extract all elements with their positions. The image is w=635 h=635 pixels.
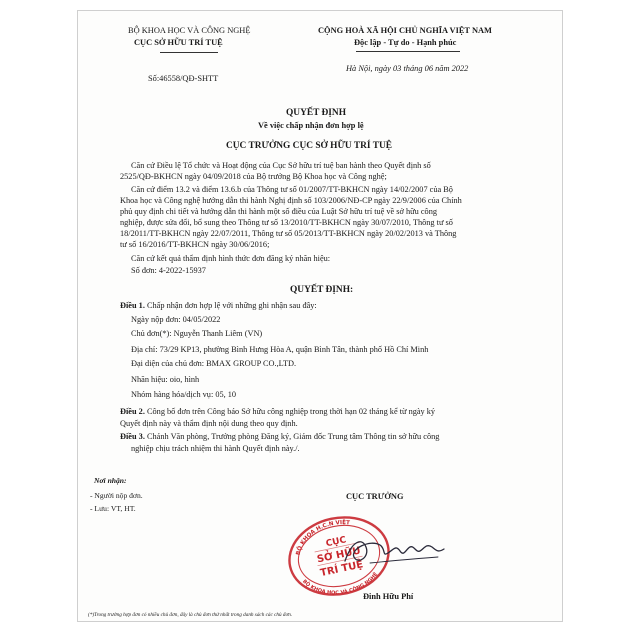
representative: Đại diện của chủ đơn: BMAX GROUP CO.,LTD. <box>131 359 297 368</box>
preamble-p1-line1: Căn cứ Điều lệ Tổ chức và Hoạt động của Cục Sở hữu trí tuệ ban hành theo Quyết định số <box>131 161 431 170</box>
recipient-item-2: - Lưu: VT, HT. <box>90 504 136 513</box>
application-number: Số đơn: 4-2022-15937 <box>131 266 206 275</box>
trademark: Nhãn hiệu: oio, hình <box>131 375 200 384</box>
seal-center-line-1: CỤC <box>325 535 348 550</box>
document-subject: Về việc chấp nhận đơn hợp lệ <box>258 121 364 130</box>
seal-center-line-3: TRÍ TUỆ <box>319 559 365 580</box>
article-3-label: Điều 3. <box>120 432 145 441</box>
article-2-label: Điều 2. <box>120 407 145 416</box>
article-1-text: Chấp nhận đơn hợp lệ với những ghi nhận sau đây: <box>146 301 317 310</box>
article-3-text-1: Chánh Văn phòng, Trưởng phòng Đăng ký, Giám đốc Trung tâm Thông tin sở hữu công <box>146 432 440 441</box>
article-3-line1 <box>120 432 439 443</box>
preamble-p2-line6: tư số 16/2016/TT-BKHCN ngày 30/06/2016; <box>120 240 270 249</box>
signer-title: CỤC TRƯỞNG <box>346 492 404 501</box>
filing-date: Ngày nộp đơn: 04/05/2022 <box>131 315 221 324</box>
place-date: Hà Nội, ngày 03 tháng 06 năm 2022 <box>346 64 469 73</box>
seal-bottom-text: BỘ KHOA HỌC VÀ CÔNG NGHỆ <box>301 571 380 597</box>
agency-name: CỤC SỞ HỮU TRÍ TUỆ <box>134 38 223 47</box>
recipients-label: Nơi nhận: <box>94 476 127 485</box>
applicant: Chủ đơn(*): Nguyễn Thanh Liêm (VN) <box>131 329 263 338</box>
decision-heading: QUYẾT ĐỊNH: <box>290 285 354 295</box>
preamble-p2-line1: Căn cứ điểm 13.2 và điểm 13.6.b của Thông tư số 01/2007/TT-BKHCN ngày 14/02/2007 của Bộ <box>131 185 453 194</box>
document-title: QUYẾT ĐỊNH <box>286 108 346 118</box>
seal-top-text: BỘ KHOA H.C.N VIỆT <box>295 519 351 556</box>
preamble-p3: Căn cứ kết quả thẩm định hình thức đơn đăng ký nhãn hiệu: <box>131 254 331 263</box>
ministry-name: BỘ KHOA HỌC VÀ CÔNG NGHỆ <box>128 26 251 35</box>
nation-name: CỘNG HOÀ XÃ HỘI CHỦ NGHĨA VIỆT NAM <box>318 26 492 35</box>
footnote: (*)Trong trường hợp đơn có nhiều chủ đơn, đây là chủ đơn thứ nhất trong danh sách các chủ đơn. <box>88 612 293 618</box>
decision-document <box>77 10 563 622</box>
recipient-item-1: - Người nộp đơn. <box>90 491 143 500</box>
agency-underline <box>160 52 218 53</box>
signer-name: Đinh Hữu Phí <box>363 592 414 601</box>
article-2-line2: Quyết định này và thẩm định nội dung theo quy định. <box>120 419 298 428</box>
preamble-p1-line2: 2525/QĐ-BKHCN ngày 04/09/2018 của Bộ trưởng Bộ Khoa học và Công nghệ; <box>120 172 387 181</box>
article-2-text-1: Công bố đơn trên Công báo Sở hữu công nghiệp trong thời hạn 02 tháng kể từ ngày ký <box>146 407 436 416</box>
applicant-address: Địa chỉ: 73/29 KP13, phường Bình Hưng Hòa A, quận Bình Tân, thành phố Hồ Chí Minh <box>131 345 429 354</box>
seal-center-line-2: SỞ HỮU <box>316 545 362 566</box>
article-2-line1 <box>120 407 435 418</box>
preamble-p2-line2: Khoa học và Công nghệ hướng dẫn thi hành Nghị định số 103/2006/NĐ-CP ngày 22/9/2006 của Chính <box>120 196 462 205</box>
article-1 <box>120 301 317 312</box>
preamble-p2-line4: nghiệp, được sửa đổi, bổ sung theo Thông tư số 13/2010/TT-BKHCN ngày 30/07/2010, Thông tư số <box>120 218 453 227</box>
handwritten-signature <box>340 531 450 571</box>
goods-classes: Nhóm hàng hóa/dịch vụ: 05, 10 <box>131 390 237 399</box>
preamble-p2-line3: phủ quy định chi tiết và hướng dẫn thi hành một số điều của Luật Sở hữu trí tuệ về sở hữu công <box>120 207 437 216</box>
issuing-authority: CỤC TRƯỞNG CỤC SỞ HỮU TRÍ TUỆ <box>226 141 392 151</box>
preamble-p2-line5: 18/2011/TT-BKHCN ngày 22/07/2011, Thông tư số 05/2013/TT-BKHCN ngày 20/02/2013 và Thông <box>120 229 457 238</box>
national-motto: Độc lập - Tự do - Hạnh phúc <box>354 38 457 47</box>
article-3-line2: nghiệp chịu trách nhiệm thi hành Quyết định này./. <box>131 444 300 453</box>
article-1-label: Điều 1. <box>120 301 145 310</box>
motto-underline <box>356 51 460 52</box>
document-number: Số:46558/QĐ-SHTT <box>148 74 219 83</box>
